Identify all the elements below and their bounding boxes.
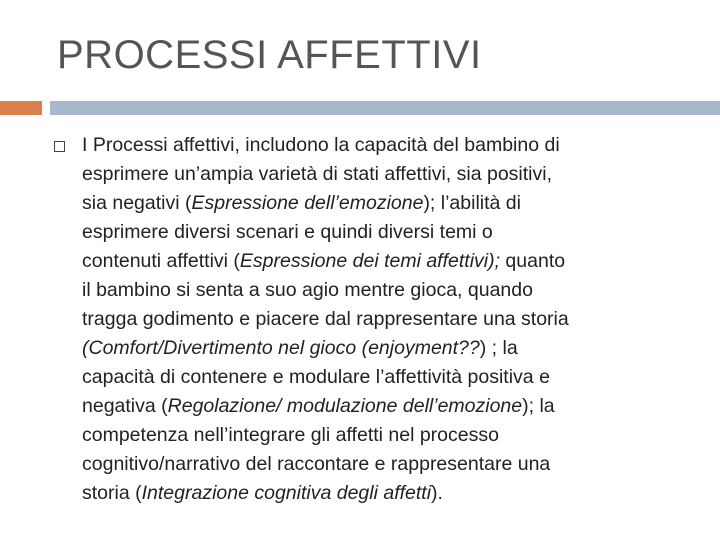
- slide-title: PROCESSI AFFETTIVI: [57, 33, 482, 77]
- paragraph-line: storia (Integrazione cognitiva degli affetti).: [82, 482, 443, 504]
- paragraph-line: cognitivo/narrativo del raccontare e rappresentare una: [82, 453, 551, 475]
- paragraph-line: capacità di contenere e modulare l’affettività positiva e: [82, 366, 550, 388]
- paragraph-line: esprimere un’ampia varietà di stati affettivi, sia positivi,: [82, 163, 553, 185]
- bullet-paragraph: [82, 131, 692, 508]
- paragraph-line: contenuti affettivi (Espressione dei temi affettivi); quanto: [82, 250, 566, 272]
- paragraph-line: negativa (Regolazione/ modulazione dell’emozione); la: [82, 395, 555, 417]
- paragraph-line: sia negativi (Espressione dell’emozione); l’abilità di: [82, 192, 521, 214]
- paragraph-line: tragga godimento e piacere dal rappresentare una storia: [82, 308, 569, 330]
- paragraph-line: competenza nell’integrare gli affetti nel processo: [82, 424, 499, 446]
- paragraph-line: il bambino si senta a suo agio mentre gioca, quando: [82, 279, 533, 301]
- paragraph-line: esprimere diversi scenari e quindi diversi temi o: [82, 221, 493, 243]
- title-rule-bar: [50, 101, 720, 115]
- paragraph-line: (Comfort/Divertimento nel gioco (enjoyment??) ; la: [82, 337, 518, 359]
- title-accent-bar: [0, 101, 42, 115]
- paragraph-line: I Processi affettivi, includono la capacità del bambino di: [82, 134, 560, 156]
- hollow-square-bullet-icon: [54, 141, 65, 152]
